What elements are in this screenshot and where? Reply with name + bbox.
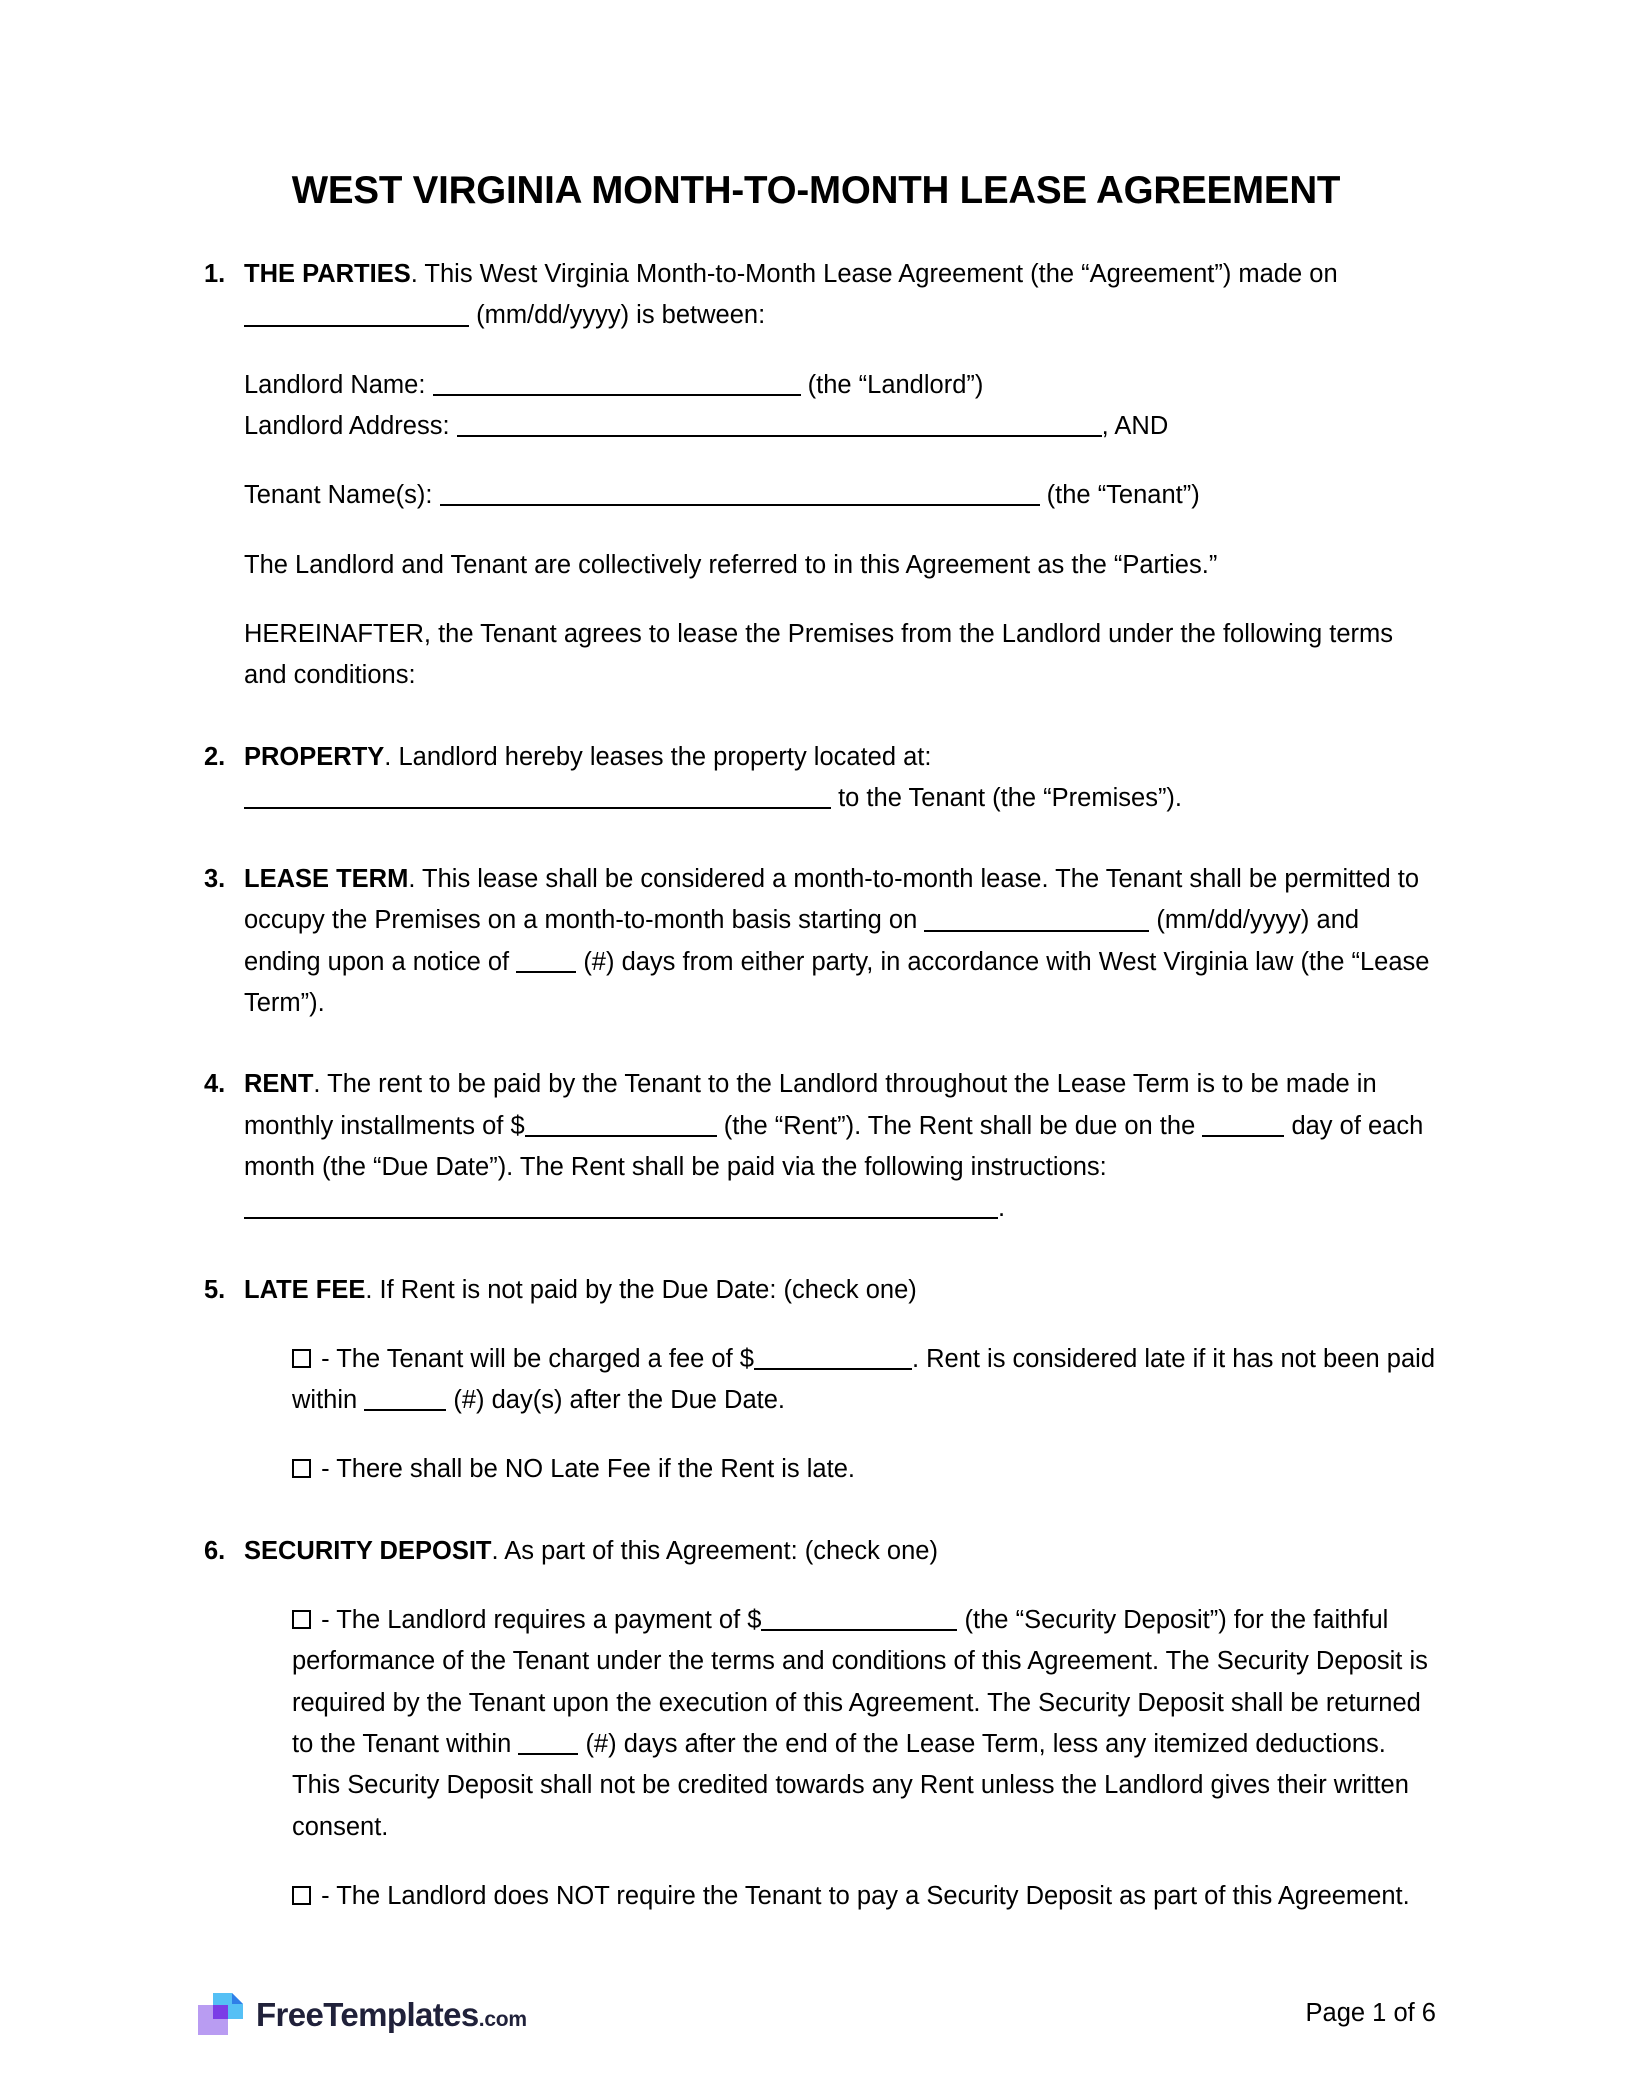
security-deposit-option-1-a: - The Landlord requires a payment of $ bbox=[314, 1606, 762, 1635]
security-deposit-option-1-c: (#) days after the end of the Lease Term, less any itemized deductions. This Security Deposit shall not be credited towards any Rent unless the Landlord gives their written consent. bbox=[292, 1729, 1409, 1841]
late-fee-days-blank[interactable] bbox=[364, 1382, 446, 1411]
due-day-blank[interactable] bbox=[1202, 1108, 1284, 1137]
late-fee-option-2-label: - There shall be NO Late Fee if the Rent is late. bbox=[314, 1455, 855, 1484]
document-stack-icon bbox=[196, 1989, 246, 2039]
landlord-name-blank[interactable] bbox=[433, 367, 801, 396]
security-deposit-return-days-blank[interactable] bbox=[518, 1726, 578, 1755]
section-1-heading: THE PARTIES bbox=[244, 260, 411, 289]
tenant-name-suffix: (the “Tenant”) bbox=[1039, 481, 1200, 510]
section-2-text-a: . Landlord hereby leases the property located at: bbox=[384, 742, 932, 771]
hereinafter-paragraph: HEREINAFTER, the Tenant agrees to lease the Premises from the Landlord under the following terms and conditions: bbox=[244, 619, 1394, 690]
landlord-name-label: Landlord Name: bbox=[244, 370, 433, 399]
section-4-text-b: (the “Rent”). The Rent shall be due on the bbox=[716, 1111, 1203, 1140]
section-2-text bbox=[244, 737, 1436, 820]
security-deposit-option-1-b: (the “Security Deposit”) for the faithful performance of the Tenant under the terms and conditions of this Agreement. The Security Deposit is required by the Tenant upon the execution of this Agreement. The Security Deposit shall be returned to the Tenant within bbox=[292, 1606, 1428, 1758]
landlord-address-blank[interactable] bbox=[457, 408, 1102, 437]
section-number: 4. bbox=[204, 1070, 226, 1099]
lease-start-date-blank[interactable] bbox=[924, 903, 1149, 932]
security-deposit-option-2 bbox=[292, 1876, 1436, 1917]
section-number: 2. bbox=[204, 742, 226, 771]
freetemplates-logo[interactable] bbox=[196, 1989, 527, 2039]
section-rent bbox=[196, 1064, 1436, 1229]
section-number: 5. bbox=[204, 1275, 226, 1304]
section-5-heading: LATE FEE bbox=[244, 1275, 366, 1304]
section-3-heading: LEASE TERM bbox=[244, 865, 409, 894]
section-late-fee bbox=[196, 1270, 1436, 1491]
security-deposit-amount-blank[interactable] bbox=[761, 1602, 957, 1631]
section-number: 1. bbox=[204, 260, 226, 289]
section-3-text-b: (mm/dd/yyyy) and ending upon a notice of bbox=[244, 906, 1360, 976]
section-1-intro-a: . This West Virginia Month-to-Month Lease Agreement (the “Agreement”) made on bbox=[410, 260, 1338, 289]
late-fee-option-1-c: (#) day(s) after the Due Date. bbox=[446, 1386, 786, 1415]
section-5-text-a: . If Rent is not paid by the Due Date: (check one) bbox=[365, 1275, 917, 1304]
landlord-address-label: Landlord Address: bbox=[244, 412, 457, 441]
brand-wordmark bbox=[256, 1995, 527, 2033]
section-4-text-a: . The rent to be paid by the Tenant to the Landlord throughout the Lease Term is to be made in monthly installments of $ bbox=[244, 1070, 1377, 1140]
section-number: 6. bbox=[204, 1536, 226, 1565]
page-footer bbox=[196, 1984, 1436, 2044]
tenant-name-label: Tenant Name(s): bbox=[244, 481, 440, 510]
section-3-text bbox=[244, 859, 1436, 1024]
section-security-deposit bbox=[196, 1531, 1436, 1917]
late-fee-amount-blank[interactable] bbox=[754, 1341, 912, 1370]
landlord-name-suffix: (the “Landlord”) bbox=[800, 370, 984, 399]
section-2-heading: PROPERTY bbox=[244, 742, 385, 771]
tenant-fields bbox=[244, 475, 1436, 516]
section-4-text-d: . bbox=[998, 1194, 1006, 1223]
section-the-parties bbox=[196, 254, 1436, 696]
section-3-text-c: (#) days from either party, in accordance with West Virginia law (the “Lease Term”). bbox=[244, 947, 1430, 1018]
payment-instructions-blank[interactable] bbox=[244, 1191, 998, 1220]
section-4-heading: RENT bbox=[244, 1070, 314, 1099]
section-lease-term bbox=[196, 859, 1436, 1024]
security-deposit-checkbox-1[interactable] bbox=[292, 1610, 311, 1629]
late-fee-checkbox-1[interactable] bbox=[292, 1349, 311, 1368]
notice-days-blank[interactable] bbox=[516, 944, 576, 973]
landlord-fields bbox=[244, 365, 1436, 448]
landlord-address-suffix: , AND bbox=[1101, 412, 1169, 441]
section-6-heading: SECURITY DEPOSIT bbox=[244, 1536, 492, 1565]
section-number: 3. bbox=[204, 865, 226, 894]
security-deposit-option-1 bbox=[292, 1600, 1436, 1848]
page-number: Page 1 of 6 bbox=[1305, 1999, 1436, 2028]
security-deposit-checkbox-2[interactable] bbox=[292, 1886, 311, 1905]
section-3-text-a: . This lease shall be considered a month-to-month lease. The Tenant shall be permitted to occupy the Premises on a month-to-month basis starting on bbox=[244, 865, 1420, 935]
late-fee-option-1 bbox=[292, 1339, 1436, 1422]
late-fee-checkbox-2[interactable] bbox=[292, 1459, 311, 1478]
section-4-text-c: day of each month (the “Due Date”). The Rent shall be paid via the following instructions: bbox=[244, 1111, 1424, 1181]
page-title: WEST VIRGINIA MONTH-TO-MONTH LEASE AGREEMENT bbox=[291, 169, 1341, 212]
section-1-intro-b: (mm/dd/yyyy) is between: bbox=[469, 301, 766, 330]
rent-amount-blank[interactable] bbox=[525, 1108, 717, 1137]
brand-tld: .com bbox=[478, 2007, 527, 2031]
section-4-text bbox=[244, 1064, 1436, 1229]
section-1-intro bbox=[244, 254, 1436, 337]
late-fee-option-1-b: . Rent is considered late if it has not been paid within bbox=[292, 1344, 1436, 1415]
late-fee-option-1-a: - The Tenant will be charged a fee of $ bbox=[314, 1344, 754, 1373]
section-2-text-b: to the Tenant (the “Premises”). bbox=[831, 783, 1183, 812]
section-6-text bbox=[244, 1531, 1436, 1572]
parties-paragraph: The Landlord and Tenant are collectively referred to in this Agreement as the “Parties.” bbox=[244, 550, 1218, 579]
security-deposit-option-2-label: - The Landlord does NOT require the Tenant to pay a Security Deposit as part of this Agreement. bbox=[314, 1881, 1410, 1910]
agreement-date-blank[interactable] bbox=[244, 298, 469, 327]
tenant-name-blank[interactable] bbox=[440, 478, 1040, 507]
section-property bbox=[196, 737, 1436, 820]
late-fee-option-2 bbox=[292, 1449, 1436, 1490]
section-6-text-a: . As part of this Agreement: (check one) bbox=[491, 1536, 938, 1565]
property-address-blank[interactable] bbox=[244, 780, 831, 809]
brand-name: FreeTemplates bbox=[256, 1995, 479, 2033]
section-5-text bbox=[244, 1270, 1436, 1311]
